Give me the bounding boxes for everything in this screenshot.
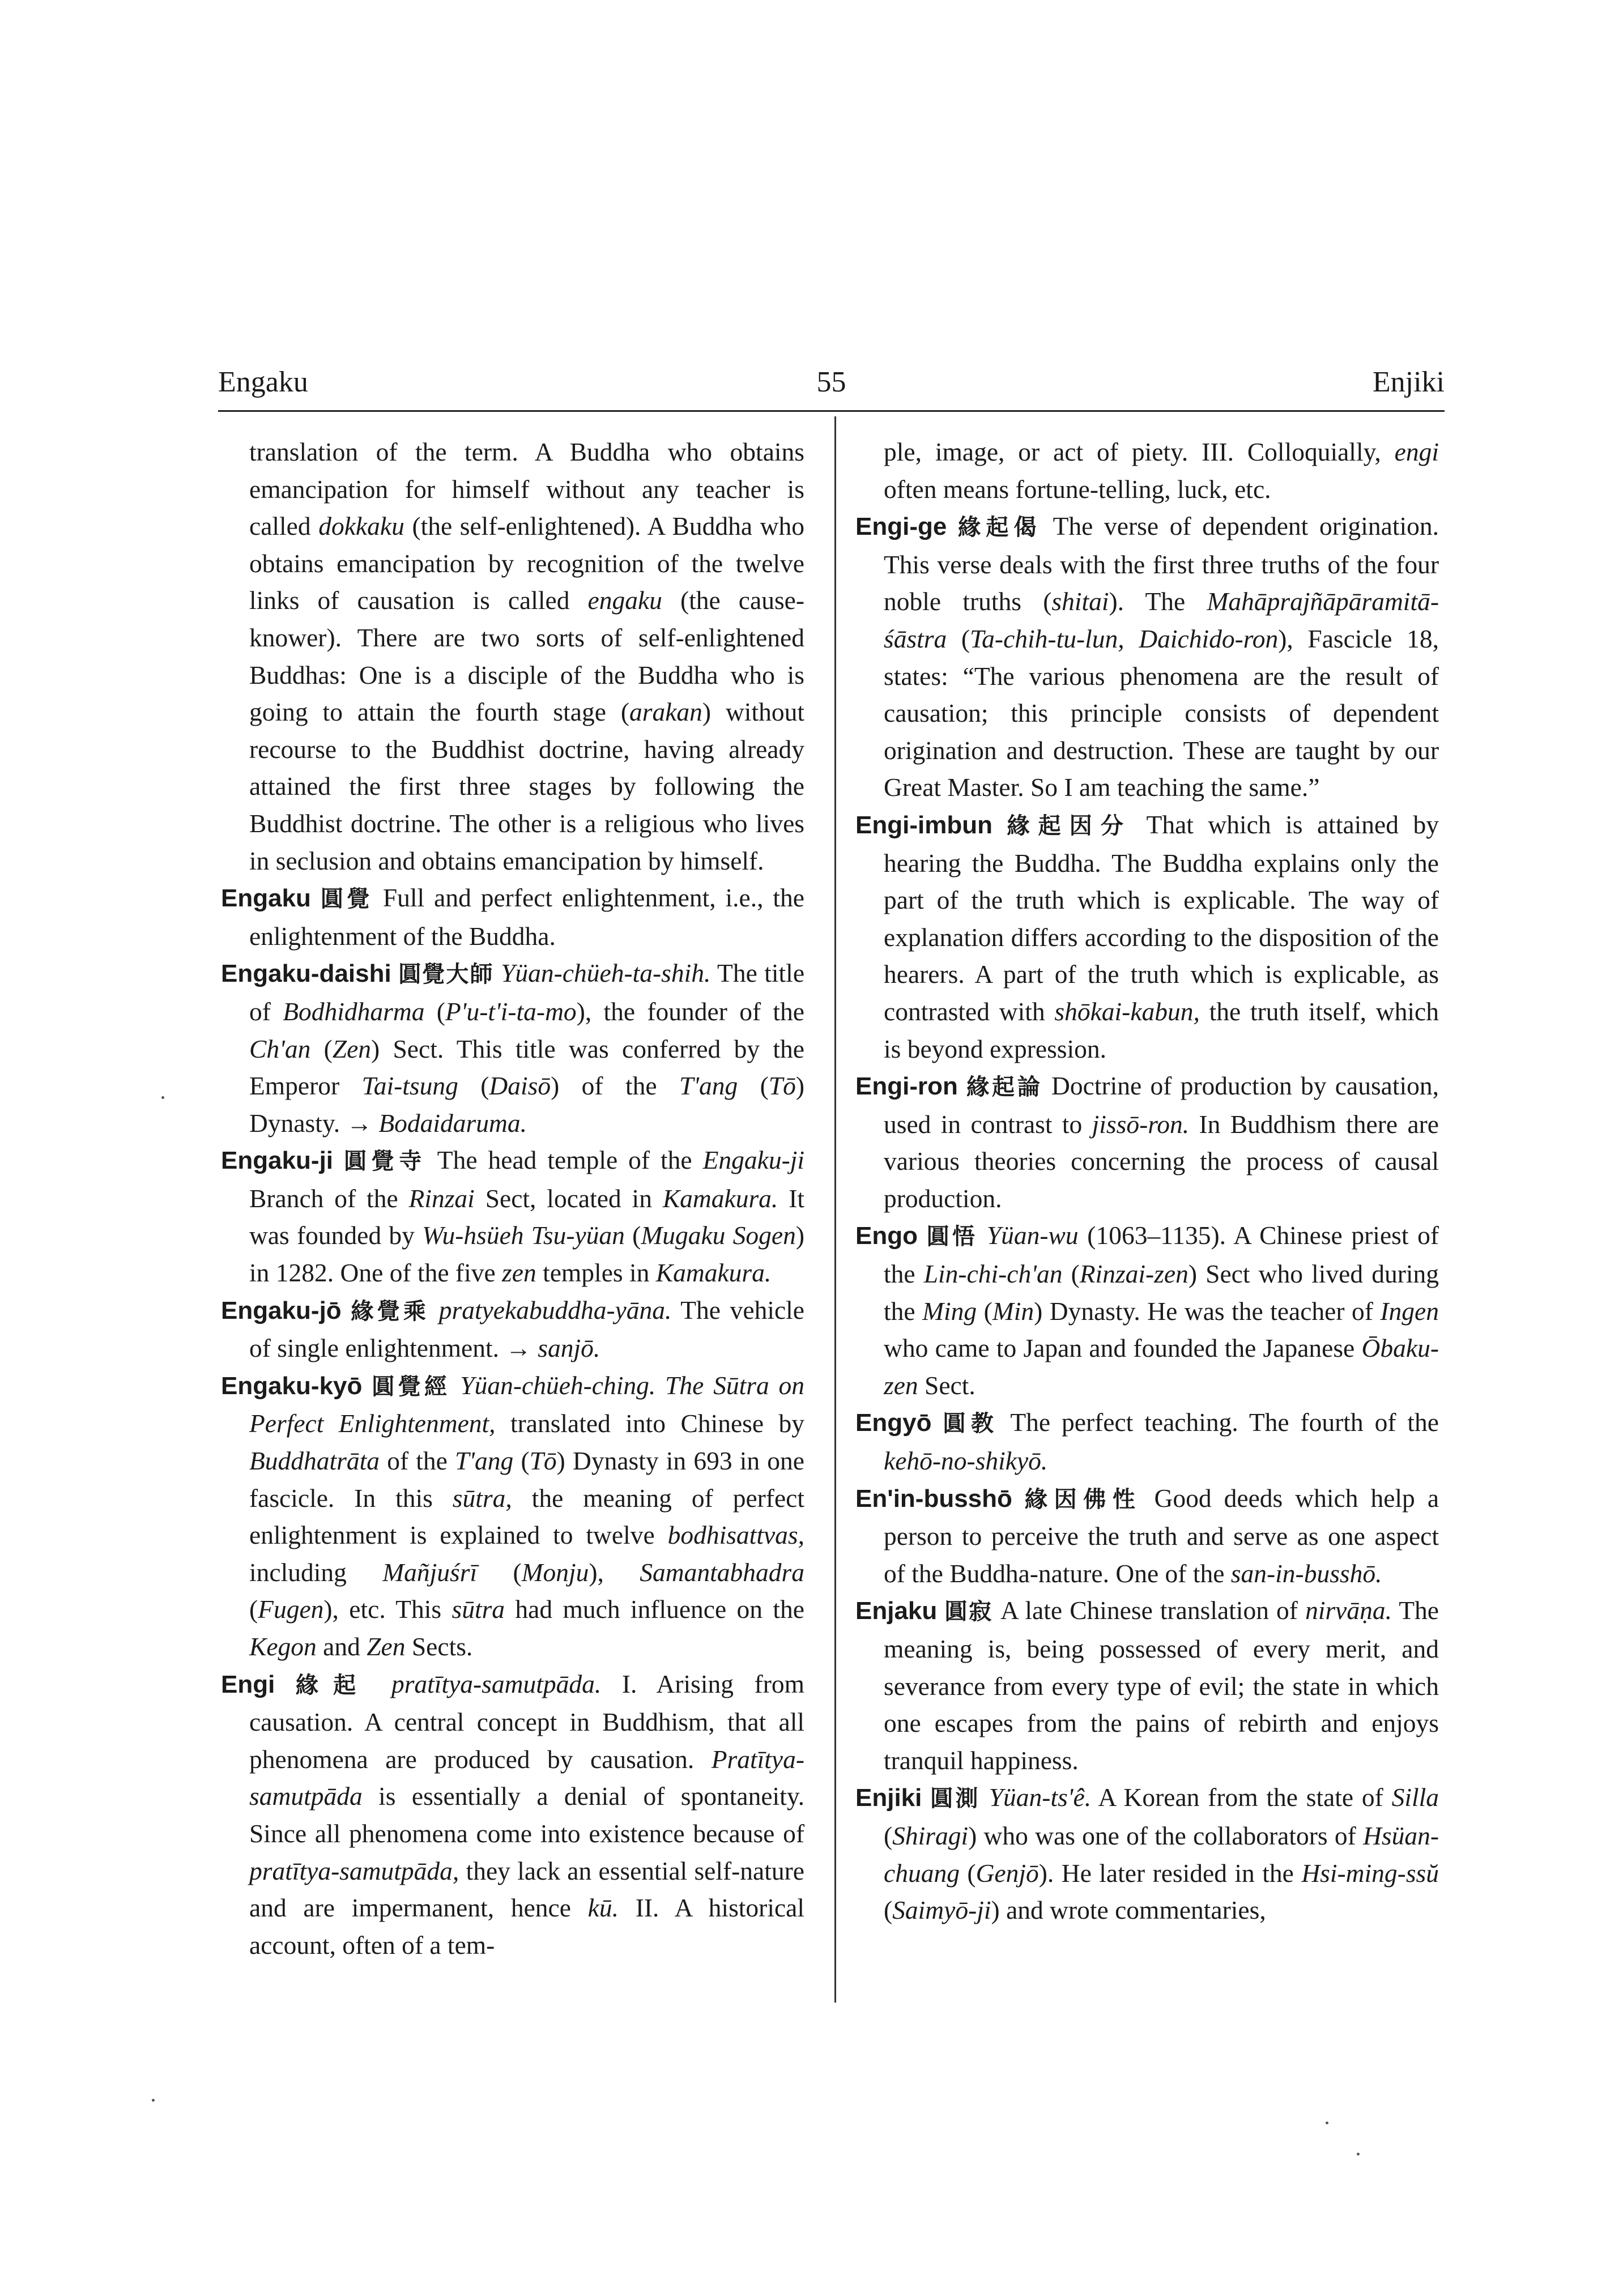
italic-term: arakan: [629, 697, 702, 727]
italic-term: pratītya-samutpāda.: [391, 1669, 602, 1698]
italic-term: Ch'an: [249, 1034, 311, 1063]
entry-headword: Engi: [221, 1670, 275, 1698]
entry-headword: Enjaku: [855, 1597, 938, 1625]
entry-kanji: 緣起因分: [1007, 812, 1132, 838]
continued-text: translation of the term. A Buddha who obtains emancipation for himself without any teacher is called dokkaku (the self-enlightened). A Buddha who obtains emancipation by recognition of the twelve links of causation is called engaku (the cause-knower). There are two sorts of self-enlightened Buddhas: One is a disciple of the Buddha who is going to attain the fourth stage (arakan) without recourse to the Buddhist doctrine, having already attained the first three stages by following the Buddhist doctrine. The other is a religious who lives in seclusion and obtains emancipation by himself.: [249, 437, 804, 875]
italic-term: Mahāprajñāpāramitā-śāstra: [884, 587, 1439, 653]
dictionary-entry: Enjaku 圓寂 A late Chinese translation of nirvāṇa. The meaning is, being possessed of every merit, and severance from every type of evil; the state in which one escapes from the pains of rebirth and enjoys tranquil happiness.: [855, 1596, 1439, 1775]
dictionary-entry: Engyō 圓教 The perfect teaching. The fourth of the kehō-no-shikyō.: [855, 1408, 1439, 1476]
entry-headword: Engaku: [221, 884, 311, 913]
italic-term: Zen: [367, 1632, 406, 1661]
left-column: [221, 433, 804, 1963]
italic-term: engaku: [587, 586, 662, 615]
italic-term: shitai: [1051, 587, 1109, 616]
italic-term: san-in-busshō.: [1230, 1558, 1382, 1588]
italic-term: kehō-no-shikyō.: [884, 1446, 1048, 1476]
italic-term: Shiragi: [892, 1821, 969, 1850]
italic-term: shōkai-kabun,: [1054, 996, 1200, 1026]
dictionary-entry: Engo 圓悟 Yüan-wu (1063–1135). A Chinese priest of the Lin-chi-ch'an (Rinzai-zen) Sect who lived during the Ming (Min) Dynasty. He was the teacher of Ingen who came to Japan and founded the Japanese Ōbaku-zen Sect.: [855, 1221, 1439, 1400]
scan-speck: [1357, 2153, 1360, 2156]
entry-kanji: 緣因佛性: [1024, 1486, 1142, 1512]
italic-term: Min: [992, 1296, 1034, 1326]
italic-term: Kamakura.: [655, 1258, 772, 1288]
dictionary-entry: En'in-busshō 緣因佛性 Good deeds which help a person to perceive the truth and serve as one aspect of the Buddha-nature. One of the san-in-busshō.: [855, 1483, 1439, 1588]
italic-term: Yüan-wu: [986, 1221, 1079, 1250]
italic-term: Tō: [768, 1071, 796, 1101]
running-header: [218, 365, 1445, 405]
italic-term: Kamakura.: [662, 1183, 778, 1213]
italic-term: Ming: [922, 1296, 977, 1326]
dictionary-entry: Engi-ge 緣起偈 The verse of dependent origination. This verse deals with the first three truths of the four noble truths (shitai). The Mahāprajñāpāramitā-śāstra (Ta-chih-tu-lun, Daichido-ron), Fascicle 18, states: “The various phenomena are the result of causation; this principle consists of dependent origination and destruction. These are taught by our Great Master. So I am teaching the same.”: [855, 512, 1439, 802]
italic-term: Tō: [529, 1446, 557, 1476]
italic-term: sūtra,: [452, 1483, 512, 1513]
italic-term: Bodhidharma: [283, 996, 425, 1026]
italic-term: Monju: [521, 1557, 589, 1587]
italic-term: The Sūtra on Perfect Enlightenment,: [249, 1370, 805, 1438]
dictionary-entry: Engaku-kyō 圓覺經 Yüan-chüeh-ching. The Sūtra on Perfect Enlightenment, translated into Chinese by Buddhatrāta of the T'ang (Tō) Dynasty in 693 in one fascicle. In this sūtra, the meaning of perfect enlightenment is explained to twelve bodhisattvas, including Mañjuśrī (Monju), Samantabhadra (Fugen), etc. This sūtra had much influence on the Kegon and Zen Sects.: [221, 1370, 805, 1661]
italic-term: Rinzai: [408, 1183, 475, 1213]
italic-term: kū.: [587, 1893, 619, 1923]
entry-kanji: 圓寂: [944, 1599, 993, 1625]
italic-term: T'ang: [455, 1446, 514, 1476]
italic-term: Pratītya-samutpāda: [249, 1744, 804, 1811]
entry-headword: Enjiki: [855, 1784, 922, 1812]
italic-term: Ta-chih-tu-lun, Daichido-ron: [970, 624, 1279, 653]
italic-term: Daisō: [489, 1071, 551, 1101]
entry-headword: Engyō: [855, 1409, 932, 1437]
italic-term: Engaku-ji: [702, 1145, 805, 1175]
italic-term: nirvāṇa.: [1305, 1596, 1392, 1625]
italic-term: Wu-hsüeh Tsu-yüan: [422, 1221, 625, 1250]
italic-term: Mugaku Sogen: [641, 1221, 796, 1250]
italic-term: Genjō: [975, 1858, 1039, 1888]
entry-kanji: 圓覺經: [372, 1373, 451, 1399]
italic-term: Ingen: [1380, 1296, 1439, 1326]
entry-headword: Engi-ron: [855, 1072, 958, 1101]
entry-kanji: 緣起偈: [958, 514, 1042, 540]
italic-term: Yüan-ts'ê.: [989, 1783, 1092, 1812]
dictionary-entry: Engaku-ji 圓覺寺 The head temple of the Engaku-ji Branch of the Rinzai Sect, located in Kamakura. It was founded by Wu-hsüeh Tsu-yüan (Mugaku Sogen) in 1282. One of the five zen temples in Kamakura.: [221, 1145, 805, 1288]
italic-term: Zen: [332, 1034, 372, 1063]
scan-speck: [152, 2099, 155, 2102]
entry-headword: Engaku-kyō: [221, 1371, 363, 1400]
italic-term: pratyekabuddha-yāna.: [438, 1295, 672, 1324]
continued-text: ple, image, or act of piety. III. Colloquially, engi often means fortune-telling, luck, etc.: [884, 437, 1439, 504]
right-column: [855, 433, 1439, 1929]
header-left-guideword: Engaku: [218, 366, 308, 398]
entry-kanji: 緣覺乘: [351, 1298, 430, 1324]
entry-kanji: 緣起: [295, 1672, 371, 1698]
italic-term: Hsüan-chuang: [884, 1821, 1439, 1888]
entry-headword: En'in-busshō: [855, 1484, 1012, 1513]
column-divider: [834, 416, 836, 2003]
entry-kanji: 圓覺大師: [398, 961, 494, 987]
italic-term: P'u-t'i-ta-mo: [445, 996, 577, 1026]
italic-term: Silla: [1391, 1783, 1439, 1812]
italic-term: sanjō.: [538, 1334, 600, 1363]
entry-kanji: 圓覺寺: [344, 1148, 427, 1174]
italic-term: Lin-chi-ch'an: [923, 1259, 1063, 1289]
entry-headword: Engaku-ji: [221, 1147, 334, 1175]
italic-term: Yüan-chüeh-ta-shih.: [501, 959, 711, 988]
dictionary-entry: Engaku 圓覺 Full and perfect enlightenment, i.e., the enlightenment of the Buddha.: [221, 883, 804, 951]
italic-term: Kegon: [249, 1632, 317, 1661]
header-rule: [218, 410, 1445, 412]
italic-term: Buddhatrāta: [249, 1446, 380, 1476]
header-right-guideword: Enjiki: [1372, 366, 1445, 398]
italic-term: bodhisattvas,: [667, 1520, 804, 1550]
scan-speck: [1326, 2122, 1328, 2124]
italic-term: Tai-tsung: [361, 1071, 458, 1101]
italic-term: engi: [1394, 437, 1439, 466]
dictionary-entry: Engi 緣起 pratītya-samutpāda. I. Arising from causation. A central concept in Buddhism, that all phenomena are produced by causation. Pratītya-samutpāda is essentially a denial of spontaneity. Since all phenomena come into existence because of pratītya-samutpāda, they lack an essential self-nature and are impermanent, hence kū. II. A historical account, often of a tem-: [221, 1669, 805, 1960]
italic-term: sūtra: [451, 1595, 505, 1624]
entry-kanji: 圓覺: [320, 886, 373, 912]
dictionary-entry: Engi-imbun 緣起因分 That which is attained by hearing the Buddha. The Buddha explains only the part of the truth which is explicable. The way of explanation differs according to the disposition of the hearers. A part of the truth which is explicable, as contrasted with shōkai-kabun, the truth itself, which is beyond expression.: [855, 810, 1439, 1063]
dictionary-entry: Engaku-daishi 圓覺大師 Yüan-chüeh-ta-shih. The title of Bodhidharma (P'u-t'i-ta-mo), the founder of the Ch'an (Zen) Sect. This title was conferred by the Emperor Tai-tsung (Daisō) of the T'ang (Tō) Dynasty. → Bodaidaruma.: [221, 959, 805, 1138]
italic-term: Saimyō-ji: [892, 1895, 991, 1925]
dictionary-entry: Engaku-jō 緣覺乘 pratyekabuddha-yāna. The vehicle of single enlightenment. → sanjō.: [221, 1295, 804, 1363]
entry-headword: Engaku-jō: [221, 1296, 342, 1324]
italic-term: Rinzai-zen: [1079, 1259, 1189, 1289]
dictionary-entry: Engi-ron 緣起論 Doctrine of production by causation, used in contrast to jissō-ron. In Buddhism there are various theories concerning the process of causal production.: [855, 1071, 1439, 1213]
italic-term: Samantabhadra: [640, 1557, 805, 1587]
entry-headword: Engo: [855, 1222, 918, 1250]
italic-term: Fugen: [258, 1595, 324, 1624]
italic-term: Bodaidaruma.: [378, 1108, 527, 1138]
entry-kanji: 圓教: [943, 1411, 999, 1437]
entry-headword: Engi-imbun: [855, 811, 992, 839]
italic-term: Ōbaku-zen: [884, 1334, 1439, 1400]
page-number: 55: [816, 366, 846, 398]
italic-term: T'ang: [679, 1071, 738, 1101]
italic-term: jissō-ron.: [1092, 1109, 1190, 1139]
italic-term: Mañjuśrī: [382, 1557, 478, 1587]
scan-speck: [161, 1096, 164, 1099]
italic-term: Yüan-chüeh-ching.: [460, 1370, 656, 1400]
entry-kanji: 圓測: [930, 1786, 981, 1812]
italic-term: dokkaku: [318, 512, 404, 541]
entry-kanji: 緣起論: [966, 1074, 1043, 1100]
italic-term: zen: [502, 1258, 536, 1288]
dictionary-entry: Enjiki 圓測 Yüan-ts'ê. A Korean from the state of Silla (Shiragi) who was one of the collaborators of Hsüan-chuang (Genjō). He later resided in the Hsi-ming-ssŭ (Saimyō-ji) and wrote commentaries,: [855, 1783, 1439, 1925]
italic-term: Hsi-ming-ssŭ: [1301, 1858, 1439, 1888]
italic-term: pratītya-samutpāda,: [249, 1856, 459, 1885]
entry-headword: Engaku-daishi: [221, 960, 391, 988]
entry-headword: Engi-ge: [855, 513, 947, 541]
entry-kanji: 圓悟: [926, 1224, 978, 1250]
